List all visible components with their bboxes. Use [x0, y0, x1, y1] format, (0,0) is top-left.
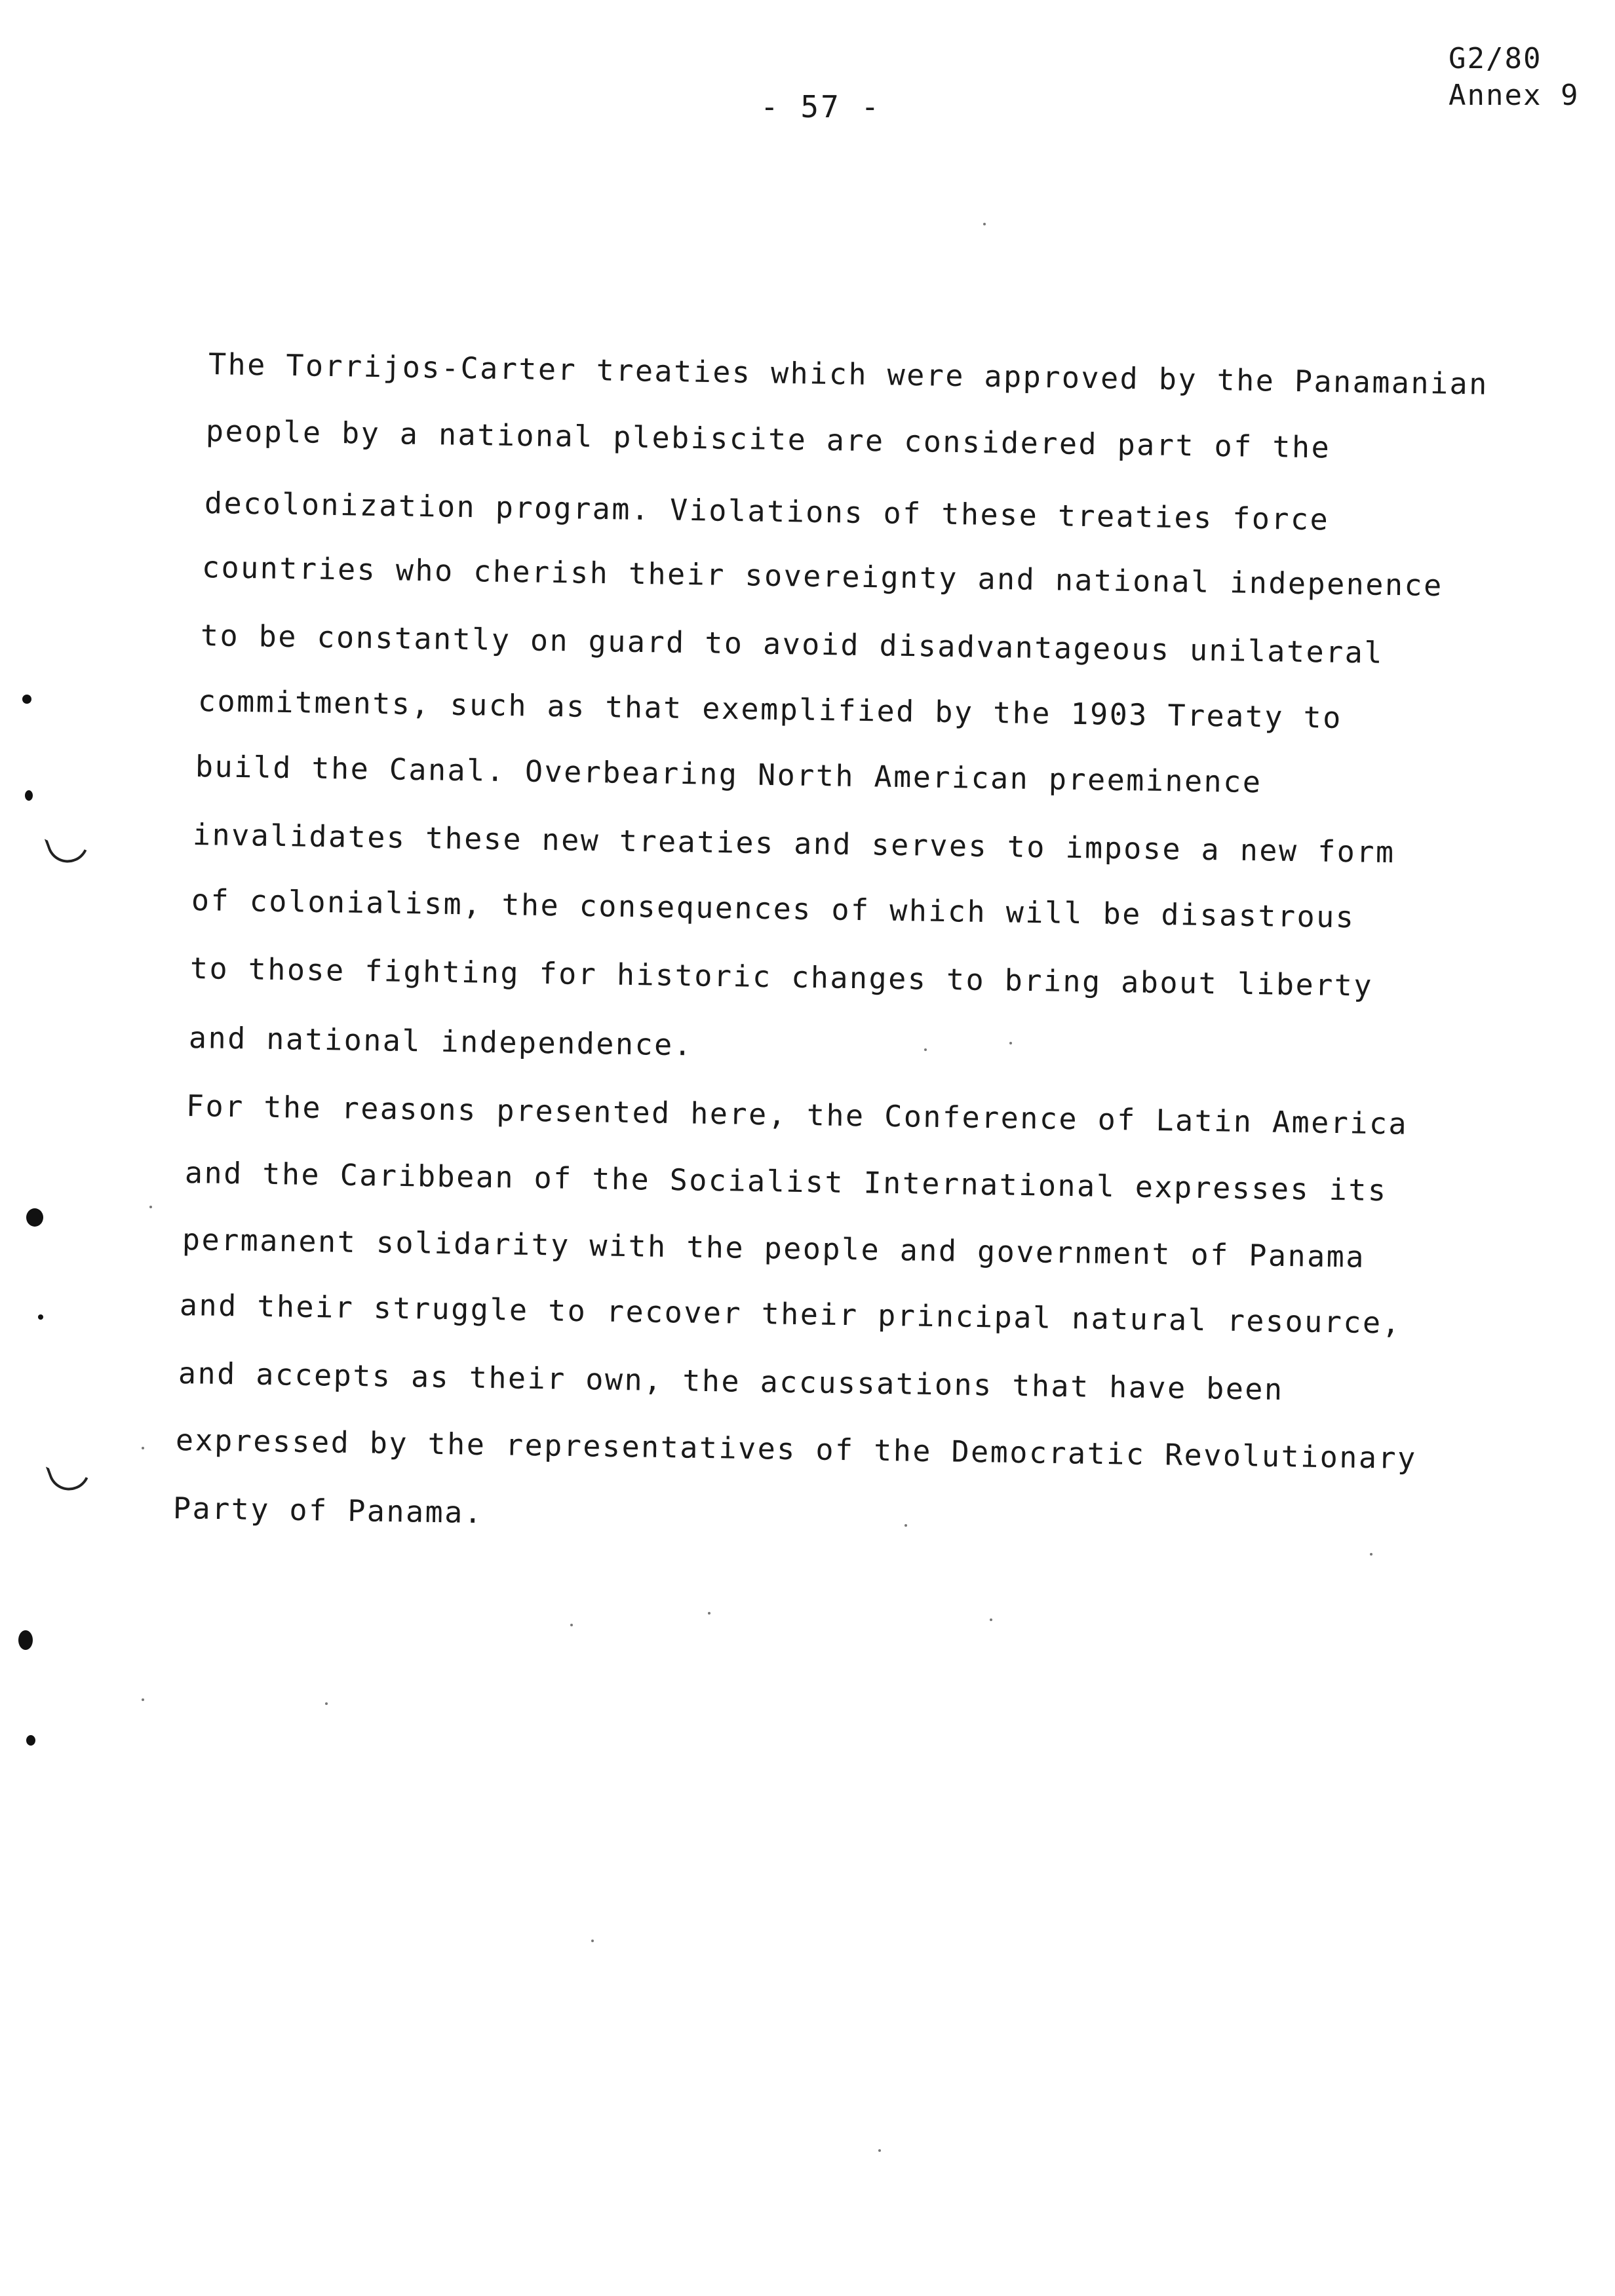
- text-line: and accepts as their own, the accussations that have been: [178, 1356, 1284, 1407]
- scan-speck: [1370, 1553, 1372, 1556]
- scan-speck: [924, 1048, 927, 1051]
- scan-speck: [1009, 1042, 1012, 1044]
- scan-speck: [905, 1524, 907, 1527]
- scan-dot-mark: [25, 790, 33, 801]
- scan-speck: [149, 1206, 152, 1208]
- scan-speck: [990, 1618, 992, 1621]
- text-line: permanent solidarity with the people and government of Panama: [182, 1222, 1366, 1274]
- text-line: people by a national plebiscite are considered part of the: [205, 413, 1331, 465]
- text-line: commitments, such as that exemplified by the 1903 Treaty to: [197, 683, 1343, 735]
- scan-speck: [142, 1447, 144, 1449]
- text-line: Party of Panama.: [172, 1491, 484, 1531]
- text-line: to be constantly on guard to avoid disadvantageous unilateral: [200, 618, 1384, 670]
- text-line: countries who cherish their sovereignty and national indepenence: [201, 550, 1444, 603]
- text-line: and the Caribbean of the Socialist International expresses its: [184, 1155, 1388, 1208]
- scan-speck: [325, 1702, 328, 1705]
- text-line: build the Canal. Overbearing North American preeminence: [195, 749, 1262, 800]
- text-line: to those fighting for historic changes to bring about liberty: [189, 951, 1374, 1003]
- text-line: invalidates these new treaties and serves to impose a new form: [192, 817, 1395, 870]
- scan-speck: [708, 1612, 710, 1615]
- text-line: expressed by the representatives of the Democratic Revolutionary: [175, 1423, 1418, 1476]
- text-line: The Torrijos-Carter treaties which were approved by the Panamanian: [208, 347, 1489, 402]
- text-line: and national independence.: [188, 1020, 693, 1063]
- scan-dot-mark: [38, 1314, 43, 1320]
- scan-speck: [142, 1698, 144, 1701]
- scan-dot-mark: [22, 695, 31, 704]
- scan-dot-mark: [26, 1735, 35, 1746]
- scan-speck: [570, 1624, 573, 1626]
- text-line: decolonization program. Violations of these treaties force: [204, 486, 1330, 537]
- scan-speck: [878, 2149, 881, 2152]
- scan-speck: [591, 1940, 594, 1942]
- scan-dot-mark: [26, 1208, 43, 1227]
- text-line: and their struggle to recover their principal natural resource,: [179, 1288, 1402, 1341]
- annex-label: Annex 9: [1449, 79, 1580, 112]
- text-line: For the reasons presented here, the Conference of Latin America: [185, 1088, 1409, 1141]
- scan-dot-mark: [18, 1630, 33, 1650]
- text-line: of colonialism, the consequences of which will be disastrous: [191, 883, 1355, 935]
- page-number: - 57 -: [760, 89, 882, 124]
- scan-speck: [983, 223, 986, 225]
- document-code: G2/80: [1449, 42, 1542, 75]
